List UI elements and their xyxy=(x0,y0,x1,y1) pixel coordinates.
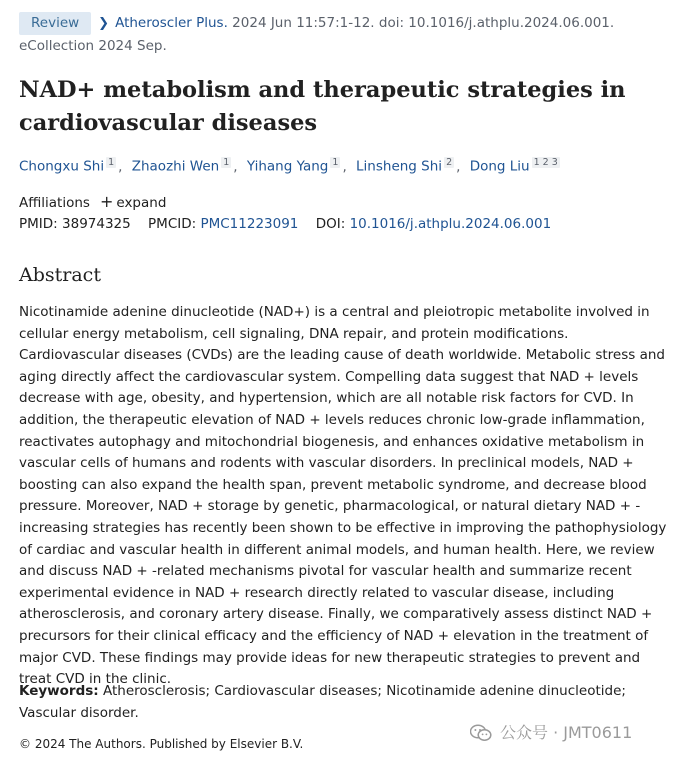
copyright-notice: © 2024 The Authors. Published by Elsevier B.V. xyxy=(19,737,304,751)
doi-link[interactable]: 10.1016/j.athplu.2024.06.001 xyxy=(349,216,552,232)
citation-line xyxy=(19,12,667,35)
citation-details: 2024 Jun 11:57:1-12. doi: 10.1016/j.athplu.2024.06.001. xyxy=(232,15,615,31)
abstract-heading: Abstract xyxy=(19,264,101,286)
pmcid-link[interactable]: PMC11223091 xyxy=(200,216,299,232)
wechat-watermark xyxy=(470,720,632,746)
affiliation-number[interactable]: 1 xyxy=(108,157,115,168)
wechat-icon xyxy=(470,724,492,746)
pmid-value: 38974325 xyxy=(62,216,131,232)
watermark-text: 公众号 · JMT0611 xyxy=(500,723,633,742)
author-list xyxy=(19,157,560,175)
author-separator: , xyxy=(233,158,238,175)
affiliation-number[interactable]: 2 xyxy=(446,157,453,168)
keywords-label: Keywords: xyxy=(19,683,99,699)
publication-type-badge[interactable]: Review xyxy=(19,12,91,35)
affiliation-number[interactable]: 1 xyxy=(223,157,230,168)
chevron-right-icon: ❯ xyxy=(98,16,110,31)
keywords-section xyxy=(19,681,659,724)
keywords-list: Atherosclerosis; Cardiovascular diseases; Nicotinamide adenine dinucleotide; Vascular disorder. xyxy=(19,683,626,721)
plus-icon: + xyxy=(99,192,114,211)
abstract-body: Nicotinamide adenine dinucleotide (NAD+) is a central and pleiotropic metabolite involved in cellular energy metabolism, cell signaling, DNA repair, and protein modifications. Cardiovascular diseases (CVDs) are the leading cause of death worldwide. Metabolic stress and aging directly affect the cardiovascular system. Compelling data suggest that NAD + levels decrease with age, obesity, and hypertension, which are all notable risk factors for CVD. In addition, the therapeutic elevation of NAD + levels reduces chronic low-grade inflammation, reactivates autophagy and mitochondrial biogenesis, and enhances oxidative metabolism in vascular cells of humans and rodents with vascular disorders. In preclinical models, NAD + boosting can also expand the health span, prevent metabolic syndrome, and decrease blood pressure. Moreover, NAD + storage by genetic, pharmacological, or natural dietary NAD + -increasing strategies has recently been shown to be effective in improving the pathophysiology of cardiac and vascular health in different animal models, and human health. Here, we review and discuss NAD + -related mechanisms pivotal for vascular health and summarize recent experimental evidence in NAD + research directly related to vascular disease, including atherosclerosis, and coronary artery disease. Finally, we comparatively assess distinct NAD + precursors for their clinical efficacy and the efficiency of NAD + elevation in the treatment of major CVD. These findings may provide ideas for new therapeutic strategies to prevent and treat CVD in the clinic. xyxy=(19,304,667,688)
author-link[interactable]: Zhaozhi Wen xyxy=(131,158,220,175)
expand-label[interactable]: expand xyxy=(116,195,167,211)
affiliations-toggle[interactable] xyxy=(19,192,166,211)
author-link[interactable]: Linsheng Shi xyxy=(356,158,443,175)
affiliation-number[interactable]: 1 2 3 xyxy=(533,157,558,168)
author-separator: , xyxy=(456,158,461,175)
article-title: NAD+ metabolism and therapeutic strategies in cardiovascular diseases xyxy=(19,77,626,136)
journal-link[interactable]: Atheroscler Plus. xyxy=(115,15,228,31)
affiliations-label: Affiliations xyxy=(19,195,90,211)
ecollection-date: eCollection 2024 Sep. xyxy=(19,38,167,54)
author-link[interactable]: Yihang Yang xyxy=(246,158,329,175)
author-link[interactable]: Chongxu Shi xyxy=(19,158,105,175)
author-separator: , xyxy=(118,158,123,175)
doi-label: DOI: xyxy=(315,216,346,232)
author-link[interactable]: Dong Liu xyxy=(469,158,530,175)
pmcid-label: PMCID: xyxy=(148,216,197,232)
article-identifiers xyxy=(19,216,551,232)
author-separator: , xyxy=(342,158,347,175)
pmid-label: PMID: xyxy=(19,216,58,232)
affiliation-number[interactable]: 1 xyxy=(332,157,339,168)
